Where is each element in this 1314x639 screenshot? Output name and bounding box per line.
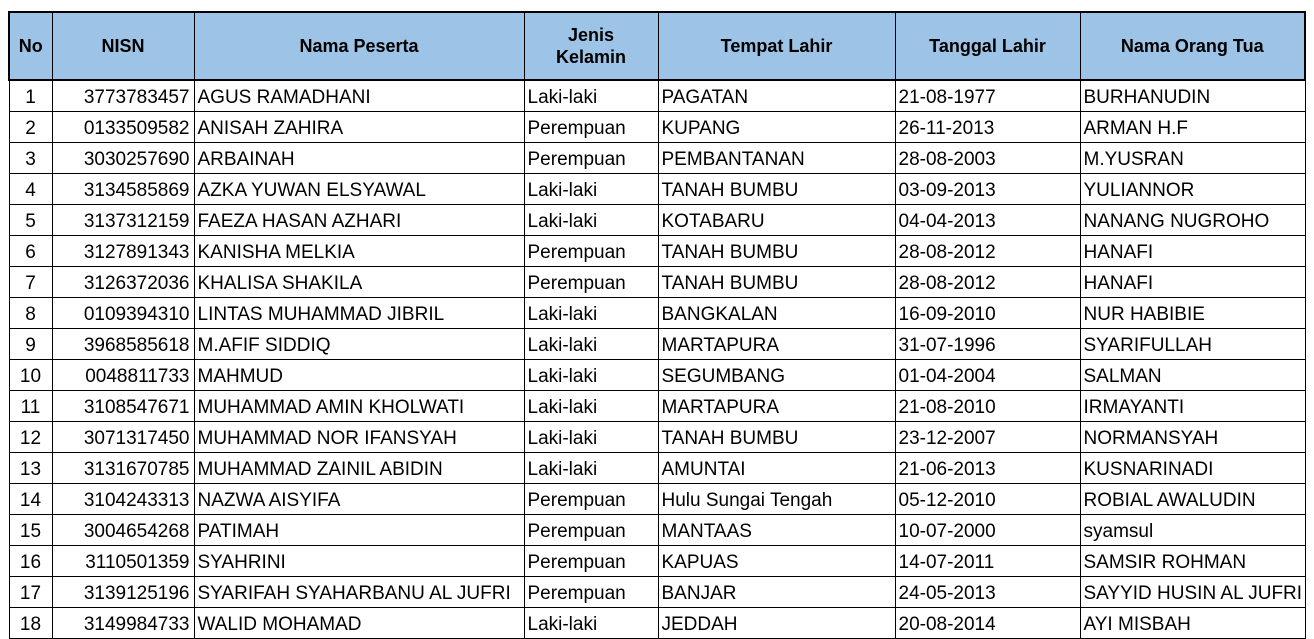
cell-nama-peserta: ANISAH ZAHIRA xyxy=(194,112,524,143)
cell-nama-orang-tua: SAMSIR ROHMAN xyxy=(1080,546,1305,577)
cell-nisn: 3071317450 xyxy=(52,422,194,453)
cell-jenis-kelamin: Perempuan xyxy=(524,515,658,546)
cell-tanggal-lahir: 28-08-2012 xyxy=(895,267,1080,298)
cell-tempat-lahir: KUPANG xyxy=(658,112,895,143)
cell-nisn: 3126372036 xyxy=(52,267,194,298)
table-row xyxy=(9,360,1305,391)
cell-nama-peserta: AGUS RAMADHANI xyxy=(194,80,524,112)
table-row xyxy=(9,298,1305,329)
table-row xyxy=(9,143,1305,174)
cell-tempat-lahir: JEDDAH xyxy=(658,608,895,639)
cell-nama-peserta: MUHAMMAD ZAINIL ABIDIN xyxy=(194,453,524,484)
cell-nama-peserta: M.AFIF SIDDIQ xyxy=(194,329,524,360)
cell-nisn: 3773783457 xyxy=(52,80,194,112)
cell-jenis-kelamin: Perempuan xyxy=(524,267,658,298)
cell-tempat-lahir: Hulu Sungai Tengah xyxy=(658,484,895,515)
cell-jenis-kelamin: Perempuan xyxy=(524,112,658,143)
cell-tanggal-lahir: 05-12-2010 xyxy=(895,484,1080,515)
cell-nama-orang-tua: AYI MISBAH xyxy=(1080,608,1305,639)
cell-nama-peserta: MUHAMMAD NOR IFANSYAH xyxy=(194,422,524,453)
cell-nama-peserta: AZKA YUWAN ELSYAWAL xyxy=(194,174,524,205)
cell-tempat-lahir: AMUNTAI xyxy=(658,453,895,484)
cell-tempat-lahir: MARTAPURA xyxy=(658,329,895,360)
cell-nama-orang-tua: BURHANUDIN xyxy=(1080,80,1305,112)
participant-table xyxy=(8,11,1306,639)
cell-nama-peserta: SYAHRINI xyxy=(194,546,524,577)
cell-jenis-kelamin: Laki-laki xyxy=(524,298,658,329)
cell-no: 11 xyxy=(9,391,52,422)
cell-tanggal-lahir: 24-05-2013 xyxy=(895,577,1080,608)
cell-nama-orang-tua: syamsul xyxy=(1080,515,1305,546)
table-row xyxy=(9,484,1305,515)
cell-tempat-lahir: BANJAR xyxy=(658,577,895,608)
cell-no: 13 xyxy=(9,453,52,484)
cell-jenis-kelamin: Laki-laki xyxy=(524,608,658,639)
cell-nama-orang-tua: SALMAN xyxy=(1080,360,1305,391)
cell-no: 6 xyxy=(9,236,52,267)
table-row xyxy=(9,391,1305,422)
cell-nisn: 3137312159 xyxy=(52,205,194,236)
cell-nisn: 0109394310 xyxy=(52,298,194,329)
cell-jenis-kelamin: Laki-laki xyxy=(524,329,658,360)
cell-nama-orang-tua: KUSNARINADI xyxy=(1080,453,1305,484)
cell-nisn: 3110501359 xyxy=(52,546,194,577)
table-row xyxy=(9,453,1305,484)
cell-no: 3 xyxy=(9,143,52,174)
header-tanggal-lahir: Tanggal Lahir xyxy=(895,12,1080,80)
cell-no: 14 xyxy=(9,484,52,515)
cell-no: 9 xyxy=(9,329,52,360)
cell-jenis-kelamin: Laki-laki xyxy=(524,453,658,484)
cell-nama-peserta: NAZWA AISYIFA xyxy=(194,484,524,515)
cell-nama-orang-tua: SYARIFULLAH xyxy=(1080,329,1305,360)
cell-no: 18 xyxy=(9,608,52,639)
cell-nama-peserta: SYARIFAH SYAHARBANU AL JUFRI xyxy=(194,577,524,608)
cell-jenis-kelamin: Laki-laki xyxy=(524,174,658,205)
table-row xyxy=(9,546,1305,577)
header-no: No xyxy=(9,12,52,80)
header-tempat-lahir: Tempat Lahir xyxy=(658,12,895,80)
cell-nisn: 3030257690 xyxy=(52,143,194,174)
cell-nama-orang-tua: HANAFI xyxy=(1080,236,1305,267)
cell-nisn: 3134585869 xyxy=(52,174,194,205)
header-jenis-kelamin xyxy=(524,12,658,80)
cell-jenis-kelamin: Perempuan xyxy=(524,484,658,515)
cell-nama-peserta: PATIMAH xyxy=(194,515,524,546)
table-row xyxy=(9,205,1305,236)
table-header xyxy=(9,12,1305,80)
cell-jenis-kelamin: Perempuan xyxy=(524,577,658,608)
table-row xyxy=(9,329,1305,360)
cell-tanggal-lahir: 21-06-2013 xyxy=(895,453,1080,484)
cell-tanggal-lahir: 28-08-2003 xyxy=(895,143,1080,174)
cell-nama-peserta: FAEZA HASAN AZHARI xyxy=(194,205,524,236)
cell-nisn: 3004654268 xyxy=(52,515,194,546)
cell-tempat-lahir: SEGUMBANG xyxy=(658,360,895,391)
cell-jenis-kelamin: Laki-laki xyxy=(524,422,658,453)
table-row xyxy=(9,80,1305,112)
cell-tempat-lahir: KOTABARU xyxy=(658,205,895,236)
table-row xyxy=(9,267,1305,298)
cell-nisn: 3968585618 xyxy=(52,329,194,360)
cell-nisn: 3139125196 xyxy=(52,577,194,608)
cell-tanggal-lahir: 01-04-2004 xyxy=(895,360,1080,391)
cell-nama-peserta: ARBAINAH xyxy=(194,143,524,174)
cell-nama-orang-tua: M.YUSRAN xyxy=(1080,143,1305,174)
cell-jenis-kelamin: Laki-laki xyxy=(524,80,658,112)
cell-jenis-kelamin: Perempuan xyxy=(524,143,658,174)
cell-nama-orang-tua: IRMAYANTI xyxy=(1080,391,1305,422)
cell-tempat-lahir: PAGATAN xyxy=(658,80,895,112)
cell-jenis-kelamin: Perempuan xyxy=(524,546,658,577)
header-nama-peserta: Nama Peserta xyxy=(194,12,524,80)
cell-tanggal-lahir: 26-11-2013 xyxy=(895,112,1080,143)
cell-tanggal-lahir: 10-07-2000 xyxy=(895,515,1080,546)
cell-nama-orang-tua: NORMANSYAH xyxy=(1080,422,1305,453)
cell-nama-orang-tua: SAYYID HUSIN AL JUFRI xyxy=(1080,577,1305,608)
cell-tempat-lahir: TANAH BUMBU xyxy=(658,267,895,298)
table-row xyxy=(9,174,1305,205)
cell-tempat-lahir: MANTAAS xyxy=(658,515,895,546)
header-jenis-kelamin-line2: Kelamin xyxy=(555,47,627,67)
table-row xyxy=(9,422,1305,453)
cell-no: 4 xyxy=(9,174,52,205)
cell-tempat-lahir: PEMBANTANAN xyxy=(658,143,895,174)
cell-nisn: 3127891343 xyxy=(52,236,194,267)
cell-jenis-kelamin: Laki-laki xyxy=(524,360,658,391)
cell-tanggal-lahir: 14-07-2011 xyxy=(895,546,1080,577)
cell-tempat-lahir: BANGKALAN xyxy=(658,298,895,329)
cell-tanggal-lahir: 28-08-2012 xyxy=(895,236,1080,267)
cell-no: 8 xyxy=(9,298,52,329)
table-row xyxy=(9,577,1305,608)
cell-tanggal-lahir: 21-08-2010 xyxy=(895,391,1080,422)
table-row xyxy=(9,515,1305,546)
cell-nama-peserta: MUHAMMAD AMIN KHOLWATI xyxy=(194,391,524,422)
table-row xyxy=(9,236,1305,267)
header-jenis-kelamin-line1: Jenis xyxy=(567,25,615,45)
cell-tempat-lahir: KAPUAS xyxy=(658,546,895,577)
cell-nisn: 0048811733 xyxy=(52,360,194,391)
cell-nama-peserta: KANISHA MELKIA xyxy=(194,236,524,267)
cell-no: 2 xyxy=(9,112,52,143)
cell-tanggal-lahir: 04-04-2013 xyxy=(895,205,1080,236)
cell-nisn: 0133509582 xyxy=(52,112,194,143)
header-nisn: NISN xyxy=(52,12,194,80)
table-row xyxy=(9,608,1305,639)
cell-no: 17 xyxy=(9,577,52,608)
cell-no: 10 xyxy=(9,360,52,391)
cell-nisn: 3104243313 xyxy=(52,484,194,515)
cell-tanggal-lahir: 21-08-1977 xyxy=(895,80,1080,112)
table-body xyxy=(9,80,1305,639)
header-row xyxy=(9,12,1305,80)
cell-tempat-lahir: MARTAPURA xyxy=(658,391,895,422)
cell-tanggal-lahir: 16-09-2010 xyxy=(895,298,1080,329)
cell-no: 1 xyxy=(9,80,52,112)
cell-tempat-lahir: TANAH BUMBU xyxy=(658,422,895,453)
table-row xyxy=(9,112,1305,143)
cell-nama-peserta: LINTAS MUHAMMAD JIBRIL xyxy=(194,298,524,329)
cell-tempat-lahir: TANAH BUMBU xyxy=(658,236,895,267)
cell-nama-orang-tua: NUR HABIBIE xyxy=(1080,298,1305,329)
cell-nama-orang-tua: NANANG NUGROHO xyxy=(1080,205,1305,236)
cell-nama-peserta: KHALISA SHAKILA xyxy=(194,267,524,298)
cell-no: 7 xyxy=(9,267,52,298)
cell-jenis-kelamin: Laki-laki xyxy=(524,205,658,236)
cell-nisn: 3108547671 xyxy=(52,391,194,422)
cell-tanggal-lahir: 23-12-2007 xyxy=(895,422,1080,453)
header-nama-orang-tua: Nama Orang Tua xyxy=(1080,12,1305,80)
cell-nama-orang-tua: ROBIAL AWALUDIN xyxy=(1080,484,1305,515)
cell-no: 5 xyxy=(9,205,52,236)
cell-tanggal-lahir: 03-09-2013 xyxy=(895,174,1080,205)
cell-tempat-lahir: TANAH BUMBU xyxy=(658,174,895,205)
cell-nama-peserta: MAHMUD xyxy=(194,360,524,391)
cell-nama-orang-tua: ARMAN H.F xyxy=(1080,112,1305,143)
cell-nisn: 3131670785 xyxy=(52,453,194,484)
cell-nama-orang-tua: HANAFI xyxy=(1080,267,1305,298)
cell-nama-peserta: WALID MOHAMAD xyxy=(194,608,524,639)
cell-nama-orang-tua: YULIANNOR xyxy=(1080,174,1305,205)
cell-jenis-kelamin: Perempuan xyxy=(524,236,658,267)
cell-tanggal-lahir: 31-07-1996 xyxy=(895,329,1080,360)
cell-tanggal-lahir: 20-08-2014 xyxy=(895,608,1080,639)
cell-nisn: 3149984733 xyxy=(52,608,194,639)
cell-no: 15 xyxy=(9,515,52,546)
cell-no: 12 xyxy=(9,422,52,453)
cell-no: 16 xyxy=(9,546,52,577)
cell-jenis-kelamin: Laki-laki xyxy=(524,391,658,422)
